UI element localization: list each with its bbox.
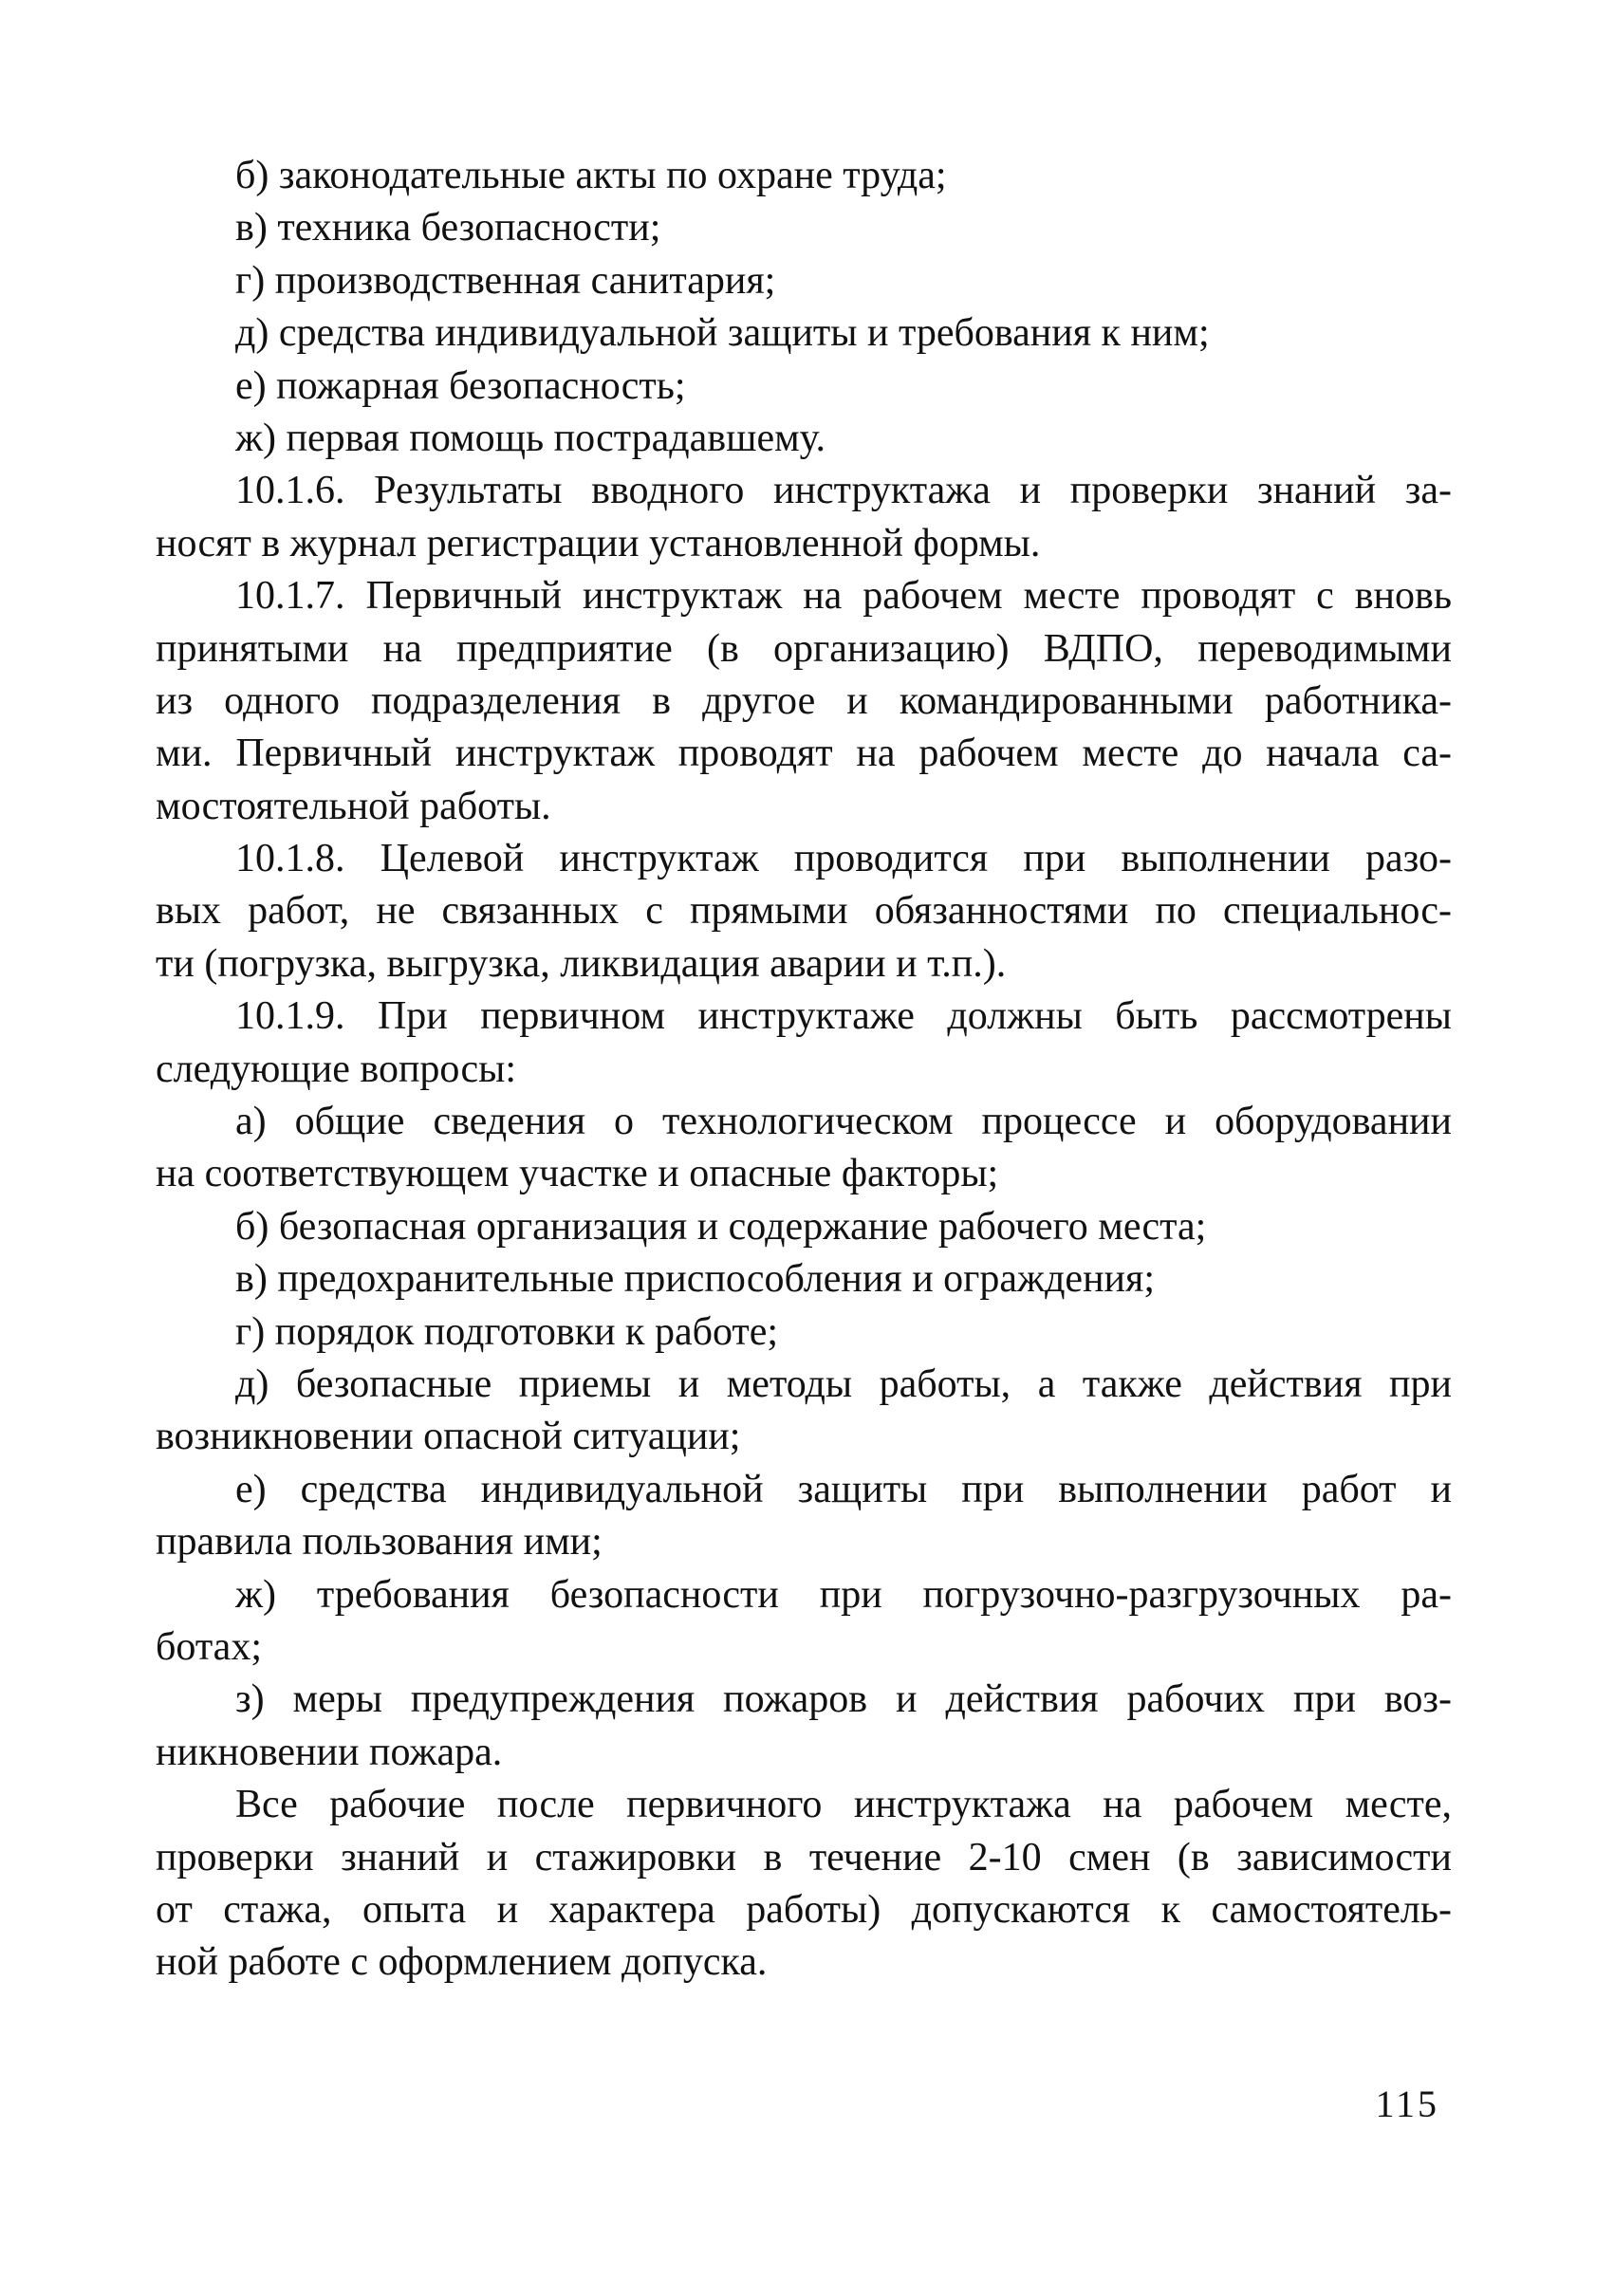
list-item-b-workplace: б) безопасная организация и содержание рабочего места;	[235, 1204, 1207, 1249]
paragraph-10-1-7-line-4: ми. Первичный инструктаж проводят на рабочем месте до начала са-	[156, 731, 1452, 776]
paragraph-10-1-6-line-2: носят в журнал регистрации установленной формы.	[156, 521, 1041, 565]
list-item-g-sanitation: г) производственная санитария;	[235, 258, 776, 303]
list-item-a-line-2: на соответствующем участке и опасные факторы;	[156, 1152, 999, 1196]
closing-paragraph-line-4: ной работе с оформлением допуска.	[156, 1940, 768, 1985]
paragraph-10-1-8-line-1: 10.1.8. Целевой инструктаж проводится при выполнении разо-	[235, 837, 1452, 881]
closing-paragraph-line-3: от стажа, опыта и характера работы) допускаются к самостоятель-	[156, 1887, 1452, 1932]
list-item-z-line-1: з) меры предупреждения пожаров и действия рабочих при воз-	[235, 1677, 1452, 1722]
paragraph-10-1-7-line-2: принятыми на предприятие (в организацию) ВДПО, переводимыми	[156, 626, 1452, 671]
list-item-zh-line-2: ботах;	[156, 1624, 262, 1669]
closing-paragraph-line-1: Все рабочие после первичного инструктажа на рабочем месте,	[235, 1783, 1452, 1827]
list-item-zh-first-aid: ж) первая помощь пострадавшему.	[235, 416, 826, 460]
list-item-v-safeguards: в) предохранительные приспособления и ограждения;	[235, 1257, 1156, 1302]
closing-paragraph-line-2: проверки знаний и стажировки в течение 2-10 смен (в зависимости	[156, 1835, 1452, 1879]
list-item-d-line-2: возникновении опасной ситуации;	[156, 1415, 741, 1459]
list-item-e-line-2: правила пользования ими;	[156, 1520, 603, 1565]
list-item-g-preparation: г) порядок подготовки к работе;	[235, 1309, 779, 1354]
page-number: 115	[1375, 2083, 1439, 2125]
document-text	[156, 150, 1452, 1990]
list-item-z-line-2: никновении пожара.	[156, 1730, 503, 1774]
paragraph-10-1-6-line-1: 10.1.6. Результаты вводного инструктажа и проверки знаний за-	[235, 469, 1452, 513]
paragraph-10-1-7-line-1: 10.1.7. Первичный инструктаж на рабочем месте проводят с вновь	[235, 574, 1452, 619]
paragraph-10-1-7-line-3: из одного подразделения в другое и командированными работника-	[156, 678, 1452, 723]
list-item-b-legislation: б) законодательные акты по охране труда;	[235, 154, 947, 197]
list-item-zh-line-1: ж) требования безопасности при погрузочно-разгрузочных ра-	[235, 1572, 1452, 1617]
paragraph-10-1-7-line-5: мостоятельной работы.	[156, 784, 551, 828]
list-item-d-line-1: д) безопасные приемы и методы работы, а также действия при	[235, 1361, 1452, 1406]
list-item-v-safety-engineering: в) техника безопасности;	[235, 206, 661, 250]
paragraph-10-1-8-line-3: ти (погрузка, выгрузка, ликвидация аварии и т.п.).	[156, 941, 1007, 986]
list-item-a-line-1: а) общие сведения о технологическом процессе и оборудовании	[235, 1100, 1452, 1144]
list-item-d-protective-equipment: д) средства индивидуальной защиты и требования к ним;	[235, 311, 1210, 356]
list-item-e-line-1: е) средства индивидуальной защиты при выполнении работ и	[235, 1467, 1452, 1511]
paragraph-10-1-8-line-2: вых работ, не связанных с прямыми обязанностями по специальнос-	[156, 889, 1452, 934]
paragraph-10-1-9-line-1: 10.1.9. При первичном инструктаже должны быть рассмотрены	[235, 994, 1452, 1039]
paragraph-10-1-9-line-2: следующие вопросы:	[156, 1046, 516, 1091]
list-item-e-fire-safety: е) пожарная безопасность;	[235, 363, 686, 408]
